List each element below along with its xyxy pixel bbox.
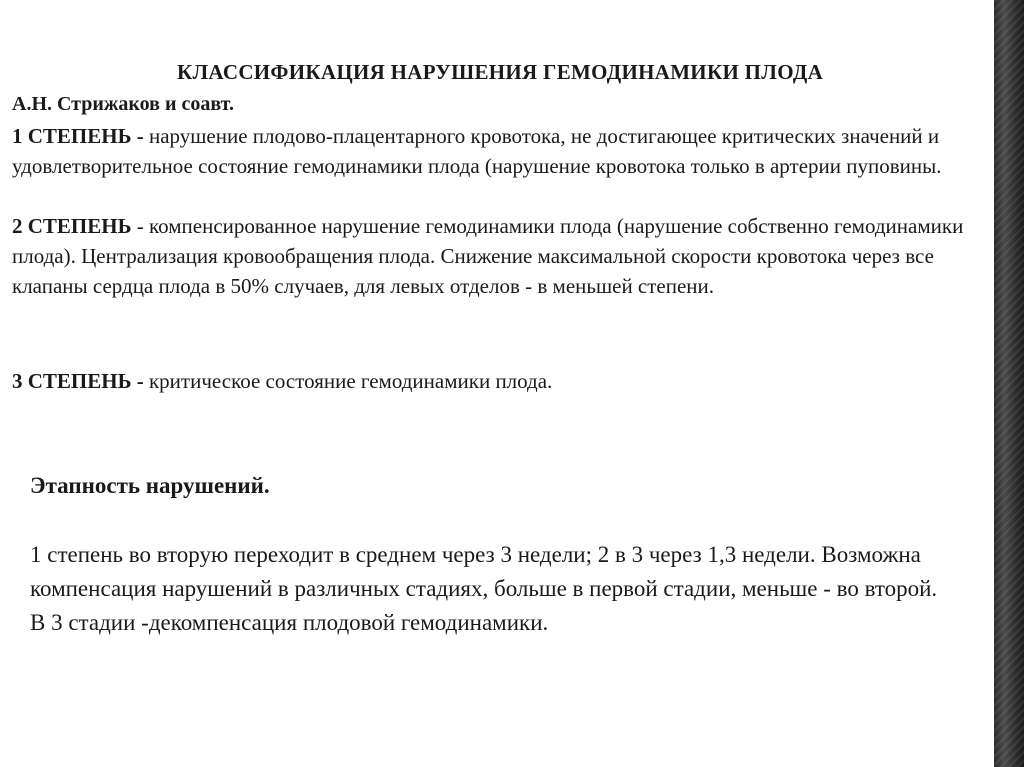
degree-2-text: - компенсированное нарушение гемодинамики плода (нарушение собственно гемодинамики плода). Централизация кровообращения плода. Снижение максимальной скорости кровотока через все клапаны сердца плода в 50% случаев, для левых отделов - в меньшей степени.: [12, 214, 964, 298]
stages-title: Этапность нарушений.: [30, 473, 270, 498]
degree-3-paragraph: [12, 366, 992, 396]
decorative-edge-band: [994, 0, 1024, 767]
degree-2-label: 2 СТЕПЕНЬ: [12, 214, 132, 238]
degree-1-label: 1 СТЕПЕНЬ -: [12, 124, 144, 148]
degree-2-paragraph: [12, 211, 992, 301]
degree-3-label: 3 СТЕПЕНЬ -: [12, 369, 144, 393]
degree-1-paragraph: [12, 121, 992, 181]
degree-1-text: нарушение плодово-плацентарного кровотока, не достигающее критических значений и удовлетворительное состояние гемодинамики плода (нарушение кровотока только в артерии пуповины.: [12, 124, 942, 178]
authors: А.Н. Стрижаков и соавт.: [12, 93, 234, 115]
degree-3-text: критическое состояние гемодинамики плода.: [148, 369, 553, 393]
stages-text: 1 степень во вторую переходит в среднем через 3 недели; 2 в 3 через 1,3 недели. Возможна компенсация нарушений в различных стадиях, больше в первой стадии, меньше - во второй. В 3 стадии -декомпенсация плодовой гемодинамики.: [30, 542, 938, 635]
slide-title: КЛАССИФИКАЦИЯ НАРУШЕНИЯ ГЕМОДИНАМИКИ ПЛОДА: [176, 60, 824, 84]
